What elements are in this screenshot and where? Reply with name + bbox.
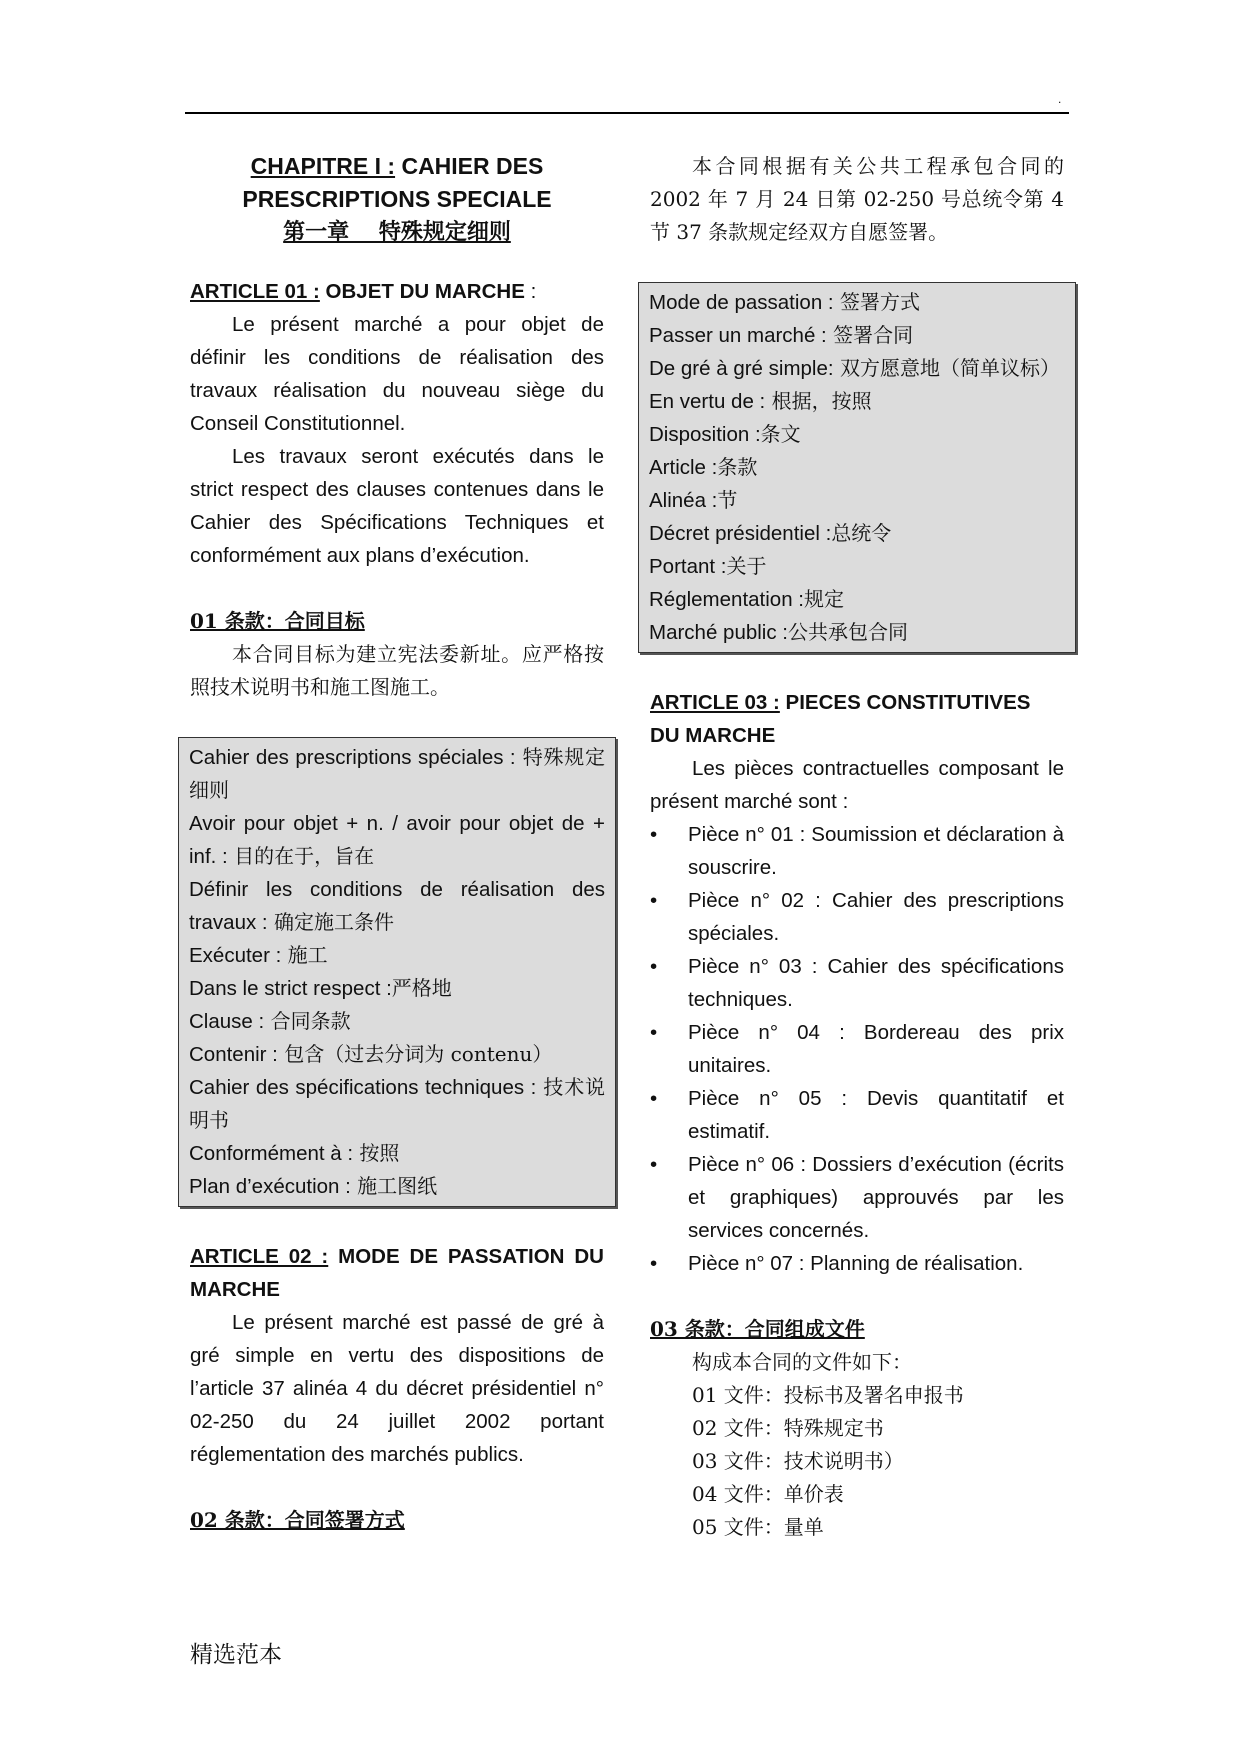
- article-01-colon: :: [524, 280, 537, 303]
- cn-documents-intro: 构成本合同的文件如下：: [692, 1350, 912, 1374]
- list-item: 02 文件：特殊规定书: [692, 1416, 884, 1440]
- article-01-paragraph-2: Les travaux seront exécutés dans le strict respect des clauses contenues dans le Cahier des Spécifications Techniques et conformément aux plans d’exécution.: [190, 445, 604, 567]
- vocab-item: Mode de passation : 签署方式: [649, 290, 920, 314]
- list-item: • Pièce n° 02 : Cahier des prescriptions spéciales.: [650, 884, 1064, 950]
- cn-documents-list: [650, 1346, 1064, 1544]
- header-dot: .: [1058, 92, 1062, 106]
- chapter-title-fr-line2: PRESCRIPTIONS SPECIALE: [242, 186, 552, 212]
- chapter-title-rest: CAHIER DES: [395, 153, 544, 179]
- vocab-item: Alinéa :节: [649, 488, 738, 512]
- vocab-item: De gré à gré simple: 双方愿意地（简单议标）: [649, 356, 1060, 380]
- vocab-item: Réglementation :规定: [649, 587, 844, 611]
- vocab-item: Conformément à : 按照: [189, 1141, 400, 1165]
- list-item: • Pièce n° 07 : Planning de réalisation.: [650, 1247, 1064, 1280]
- cn-article-01-text: 本合同目标为建立宪法委新址。应严格按照技术说明书和施工图施工。: [190, 642, 604, 699]
- article-01-heading: [190, 275, 604, 308]
- chapter-title-fr: [190, 150, 604, 183]
- vocab-item: Cahier des spécifications techniques : 技术说明书: [189, 1075, 605, 1132]
- footer-text: 精选范本: [190, 1642, 282, 1668]
- vocab-item: Cahier des prescriptions spéciales : 特殊规定细则: [189, 745, 605, 802]
- vocab-item: En vertu de : 根据，按照: [649, 389, 872, 413]
- list-item: • Pièce n° 04 : Bordereau des prix unitaires.: [650, 1016, 1064, 1082]
- article-03-label: ARTICLE 03 :: [650, 691, 780, 714]
- pieces-list: [650, 818, 1064, 1280]
- vocabulary-box-left: [178, 737, 616, 1207]
- article-01-title: OBJET DU MARCHE: [319, 280, 525, 303]
- header-rule: [185, 112, 1069, 114]
- vocab-item: Passer un marché : 签署合同: [649, 323, 914, 347]
- left-column: [190, 150, 604, 1537]
- vocab-item: Article :条款: [649, 455, 758, 479]
- vocab-item: Décret présidentiel :总统令: [649, 521, 892, 545]
- article-02-label: ARTICLE 02 :: [190, 1245, 329, 1268]
- article-02-title: MODE DE PASSATION DU MARCHE: [190, 1245, 604, 1301]
- article-03-title: PIECES CONSTITUTIVES DU MARCHE: [650, 691, 1031, 747]
- vocab-item: Clause : 合同条款: [189, 1009, 351, 1033]
- vocab-item: Avoir pour objet + n. / avoir pour objet de + inf. : 目的在于，旨在: [189, 812, 605, 868]
- right-column: [650, 150, 1064, 1544]
- chapter-label: CHAPITRE I :: [250, 153, 396, 179]
- cn-article-03-heading: 03 条款：合同组成文件: [650, 1317, 865, 1341]
- list-item: 01 文件：投标书及署名申报书: [692, 1383, 964, 1407]
- cn-article-01-heading: 01 条款：合同目标: [190, 609, 365, 633]
- list-item: 03 文件：技术说明书）: [692, 1449, 904, 1473]
- vocab-item: Disposition :条文: [649, 422, 801, 446]
- vocab-item: Exécuter : 施工: [189, 943, 328, 967]
- list-item: 04 文件：单价表: [692, 1482, 844, 1506]
- article-03-intro: Les pièces contractuelles composant le présent marché sont :: [650, 757, 1064, 813]
- list-item: • Pièce n° 06 : Dossiers d’exécution (écrits et graphiques) approuvés par les services concernés.: [650, 1148, 1064, 1247]
- cn-article-02-text: 本合同根据有关公共工程承包合同的 2002 年 7 月 24 日第 02-250 号总统令第 4 节 37 条款规定经双方自愿签署。: [650, 154, 1064, 244]
- vocab-item: Plan d’exécution : 施工图纸: [189, 1174, 438, 1198]
- list-item: • Pièce n° 05 : Devis quantitatif et estimatif.: [650, 1082, 1064, 1148]
- list-item: • Pièce n° 01 : Soumission et déclaration à souscrire.: [650, 818, 1064, 884]
- article-01-label: ARTICLE 01 :: [190, 280, 320, 303]
- list-item: • Pièce n° 03 : Cahier des spécifications techniques.: [650, 950, 1064, 1016]
- vocab-item: Contenir : 包含（过去分词为 contenu）: [189, 1042, 553, 1066]
- list-item: 05 文件：量单: [692, 1515, 824, 1539]
- article-03-heading: [650, 686, 1064, 752]
- article-01-paragraph-1: Le présent marché a pour objet de définir les conditions de réalisation des travaux réalisation du nouveau siège du Conseil Constitutionnel.: [190, 313, 604, 435]
- article-02-heading: [190, 1240, 604, 1306]
- vocab-item: Portant :关于: [649, 554, 767, 578]
- vocab-item: Marché public :公共承包合同: [649, 620, 909, 644]
- vocab-item: Dans le strict respect :严格地: [189, 976, 452, 1000]
- vocabulary-box-right: [638, 282, 1076, 653]
- cn-article-02-heading: 02 条款：合同签署方式: [190, 1508, 405, 1532]
- vocab-item: Définir les conditions de réalisation des travaux : 确定施工条件: [189, 878, 605, 934]
- chapter-title-cn: 第一章 特殊规定细则: [283, 219, 511, 245]
- article-02-paragraph: Le présent marché est passé de gré à gré simple en vertu des dispositions de l’article 37 alinéa 4 du décret présidentiel n° 02-250 du 24 juillet 2002 portant réglementation des marchés publics.: [190, 1311, 604, 1466]
